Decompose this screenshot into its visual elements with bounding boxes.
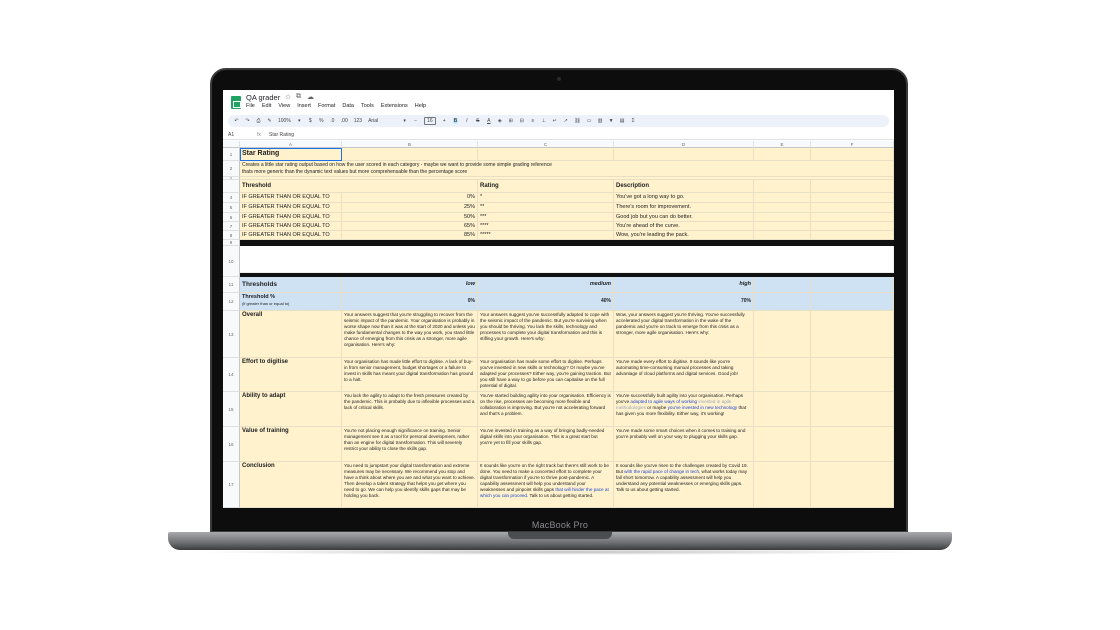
- star-row-desc[interactable]: There's room for improvement.: [614, 203, 754, 213]
- laptop-shadow: [190, 549, 930, 555]
- text-color-button[interactable]: A: [487, 118, 491, 124]
- sheets-logo-icon[interactable]: [231, 96, 241, 109]
- chart-icon[interactable]: ▥: [597, 118, 603, 124]
- training-high-text[interactable]: You've made some smart choices when it comes to training and you're probably well on your way to plugging your skills gap.: [614, 427, 754, 462]
- row-header-6[interactable]: 6: [223, 213, 240, 222]
- star-row-cond[interactable]: IF GREATER THAN OR EQUAL TO: [240, 222, 342, 231]
- star-row-cond[interactable]: IF GREATER THAN OR EQUAL TO: [240, 231, 342, 240]
- effort-medium-text[interactable]: Your organisation has made some effort to digitise. Perhaps you've invested in new skills or technology? Or maybe you've adapted your processes? Either way, you're gaining traction. But you still have a way to go before you can capitalise on the full potential of digital.: [478, 358, 614, 392]
- cloud-saved-icon[interactable]: ☁: [307, 94, 314, 101]
- threshold-pct-label-cell[interactable]: [240, 293, 342, 311]
- text-rotate-icon[interactable]: ↗: [563, 118, 568, 124]
- cell-b1[interactable]: [342, 148, 478, 161]
- row-header-3[interactable]: 3: [223, 177, 240, 180]
- redo-icon[interactable]: ↷: [245, 118, 250, 124]
- undo-icon[interactable]: ↶: [234, 118, 239, 124]
- row-header-17[interactable]: 17: [223, 462, 240, 508]
- cell-e16[interactable]: [754, 427, 811, 462]
- star-row-desc[interactable]: You've got a long way to go.: [614, 193, 754, 203]
- cell-f7[interactable]: [811, 222, 894, 231]
- vertical-align-icon[interactable]: ⊥: [541, 118, 546, 124]
- threshold-pct-medium[interactable]: 40%: [478, 293, 614, 311]
- adapt-low-text[interactable]: You lack the agility to adapt to the fresh pressures created by the pandemic. This is probably due to inflexible processes and a lack of critical skills.: [342, 392, 478, 427]
- percent-button[interactable]: %: [319, 118, 324, 124]
- column-header-e[interactable]: E: [754, 141, 811, 148]
- camera-icon: [557, 77, 561, 81]
- star-row-cond[interactable]: IF GREATER THAN OR EQUAL TO: [240, 203, 342, 213]
- header-threshold[interactable]: Threshold: [240, 180, 478, 193]
- move-to-folder-icon[interactable]: ⧉: [296, 93, 301, 100]
- star-row-stars[interactable]: ****: [478, 222, 614, 231]
- text-wrap-icon[interactable]: ↵: [552, 118, 557, 124]
- effort-low-text[interactable]: Your organisation has made little effort to digitise. A lack of buy-in from senior management, budget shortages or a failure to invest in skills has meant your digital transformation has ground to a halt.: [342, 358, 478, 392]
- adapt-high-highlight-2: you've invested in new technology: [667, 404, 738, 410]
- fx-icon: fx: [257, 132, 261, 138]
- row-header-5[interactable]: 5: [223, 203, 240, 213]
- threshold-high[interactable]: high: [614, 277, 754, 293]
- menu-edit[interactable]: Edit: [261, 103, 272, 109]
- chevron-down-icon[interactable]: ▾: [298, 118, 301, 124]
- filter-icon[interactable]: ▼: [608, 118, 614, 124]
- row-header-2[interactable]: 2: [223, 161, 240, 177]
- header-rating[interactable]: Rating: [478, 180, 614, 193]
- star-row-stars[interactable]: ***: [478, 213, 614, 222]
- adapt-high-part-a: You've successfully built agility into your organisation. Perhaps you've: [616, 393, 744, 404]
- adapt-high-part-g: that has given you more flexibility. Either way, it's working!: [616, 404, 747, 416]
- thresholds-label[interactable]: Thresholds: [240, 277, 342, 293]
- cell-e15[interactable]: [754, 392, 811, 427]
- menu-data[interactable]: Data: [342, 103, 354, 109]
- threshold-pct-low[interactable]: 0%: [342, 293, 478, 311]
- threshold-pct-sublabel: (if greater than or equal to): [242, 301, 290, 307]
- row-header-10[interactable]: 10: [223, 246, 240, 277]
- cell-f5[interactable]: [811, 203, 894, 213]
- font-size-input[interactable]: 16: [424, 117, 436, 125]
- category-adapt[interactable]: Ability to adapt: [240, 392, 342, 427]
- row-header-14[interactable]: 14: [223, 358, 240, 392]
- bold-button[interactable]: B: [453, 118, 458, 124]
- row-header-7[interactable]: 7: [223, 222, 240, 231]
- cell-e7[interactable]: [754, 222, 811, 231]
- align-left-icon[interactable]: ≡: [531, 118, 535, 124]
- overall-high-text[interactable]: Wow, your answers suggest you're thriving. You've successfully accelerated your digital transformation in the wake of the pandemic and you're on track to emerge from this crisis as a stronger, more agile organisation. Here's why:: [614, 311, 754, 358]
- menu-help[interactable]: Help: [414, 103, 427, 109]
- link-icon[interactable]: ⛓: [574, 118, 581, 124]
- conclusion-medium-text[interactable]: [478, 462, 614, 508]
- effort-high-text[interactable]: You've made every effort to digitise. It sounds like you're automating time-consuming manual processes and taking advantage of cloud platforms and digital services. Good job!: [614, 358, 754, 392]
- conclusion-medium-part-a: It sounds like you're on the right track but there's still work to be done. You need to make a concerted effort to complete your digital transformation if you're to thrive post-pandemic. A capability assessment will help you understand your weaknesses and pinpoint skills gaps: [480, 463, 609, 492]
- comment-icon[interactable]: ▭: [586, 118, 592, 124]
- conclusion-high-part-c: , what works today may fall short tomorrow. A capability assessment will help you understand any potential weaknesses or emerging skills gaps. Talk to us about getting started.: [616, 468, 747, 492]
- intro-line-1: Creates a little star rating output based on how the user scored in each category - maybe we want to provide some simple grading reference: [242, 162, 552, 168]
- cell-e17[interactable]: [754, 462, 811, 508]
- cell-e5[interactable]: [754, 203, 811, 213]
- functions-icon[interactable]: Σ: [631, 118, 635, 124]
- star-row-cond[interactable]: IF GREATER THAN OR EQUAL TO: [240, 213, 342, 222]
- adapt-high-faded: invested in agile methodologies: [616, 398, 732, 410]
- cell-e11[interactable]: [754, 277, 811, 293]
- cell-f14[interactable]: [811, 358, 894, 392]
- row-header-9[interactable]: 9: [223, 240, 240, 246]
- cell-f6[interactable]: [811, 213, 894, 222]
- star-row-pct[interactable]: 85%: [342, 231, 478, 240]
- cell-f4[interactable]: [811, 193, 894, 203]
- title-bar: [223, 90, 894, 114]
- adapt-medium-text[interactable]: You've started building agility into your organisation. Efficiency is on the rise, processes are becoming more flexible and collaboration is improving. But you're not accelerating forward and that's a problem.: [478, 392, 614, 427]
- number-format-button[interactable]: 123: [353, 118, 363, 124]
- merge-cells-icon[interactable]: ⊟: [519, 118, 524, 124]
- cell-f11[interactable]: [811, 277, 894, 293]
- cell-a1-title[interactable]: Star Rating: [240, 148, 342, 161]
- cell-f3[interactable]: [811, 180, 894, 193]
- conclusion-high-text[interactable]: [614, 462, 754, 508]
- row-10-blank[interactable]: [240, 246, 894, 273]
- conclusion-high-part-a: It sounds like you've risen to the challenges created by Covid 19. But: [616, 463, 748, 474]
- threshold-pct-high[interactable]: 70%: [614, 293, 754, 311]
- cell-e14[interactable]: [754, 358, 811, 392]
- star-row-pct[interactable]: 25%: [342, 203, 478, 213]
- cell-c1[interactable]: [478, 148, 614, 161]
- menu-tools[interactable]: Tools: [361, 103, 374, 109]
- fill-color-icon[interactable]: ◈: [497, 118, 502, 124]
- paint-format-icon[interactable]: ✎: [267, 118, 272, 124]
- menu-format[interactable]: Format: [317, 103, 336, 109]
- threshold-low[interactable]: low: [342, 277, 478, 293]
- training-low-text[interactable]: You're not placing enough significance on training. Senior management see it as a tool for personal development, rather than an engine for digital transformation. This will severely restrict your ability to close the skills gap.: [342, 427, 478, 462]
- column-header-d[interactable]: D: [614, 141, 754, 148]
- row-header-3b[interactable]: [223, 180, 240, 193]
- menu-insert[interactable]: Insert: [297, 103, 311, 109]
- font-size-plus-icon[interactable]: +: [442, 118, 446, 124]
- cell-e3[interactable]: [754, 180, 811, 193]
- adapt-high-part-e: or maybe: [645, 404, 668, 410]
- decrease-decimal-button[interactable]: .0: [330, 118, 335, 124]
- print-icon[interactable]: ⎙: [256, 118, 261, 124]
- increase-decimal-button[interactable]: .00: [340, 118, 348, 124]
- star-icon[interactable]: ☆: [285, 94, 292, 101]
- formula-bar: [223, 130, 894, 140]
- training-medium-text[interactable]: You've invested in training as a way of bringing badly-needed digital skills into your organisation. This is a great start but you're yet to fill your skills gap.: [478, 427, 614, 462]
- cell-e12[interactable]: [754, 293, 811, 311]
- category-overall[interactable]: Overall: [240, 311, 342, 358]
- cell-f16[interactable]: [811, 427, 894, 462]
- column-header-b[interactable]: B: [342, 141, 478, 148]
- threshold-pct-label: Threshold %: [242, 294, 276, 300]
- star-row-pct[interactable]: 0%: [342, 193, 478, 203]
- star-row-pct[interactable]: 65%: [342, 222, 478, 231]
- row-header-13[interactable]: 13: [223, 311, 240, 358]
- cell-d1[interactable]: [614, 148, 754, 161]
- cell-e1[interactable]: [754, 148, 811, 161]
- category-conclusion[interactable]: Conclusion: [240, 462, 342, 508]
- menu-extensions[interactable]: Extensions: [380, 103, 408, 109]
- cell-e4[interactable]: [754, 193, 811, 203]
- font-size-minus-icon[interactable]: −: [414, 118, 418, 124]
- row-header-15[interactable]: 15: [223, 392, 240, 427]
- star-row-cond[interactable]: IF GREATER THAN OR EQUAL TO: [240, 193, 342, 203]
- header-description[interactable]: Description: [614, 180, 754, 193]
- star-row-desc[interactable]: You're ahead of the curve.: [614, 222, 754, 231]
- row-header-11[interactable]: 11: [223, 277, 240, 293]
- cell-f15[interactable]: [811, 392, 894, 427]
- name-box[interactable]: A1: [228, 132, 235, 138]
- device-label: MacBook Pro: [531, 520, 589, 530]
- conclusion-low-text[interactable]: You need to jumpstart your digital transformation and extreme measures may be necessary. We recommend you stop and have a think about where you are and what you want to achieve. Then develop a talent strategy that helps you get where you need to go. We can help you identify skills gaps that may be holding you back.: [342, 462, 478, 508]
- overall-low-text[interactable]: Your answers suggest that you're struggling to recover from the seismic impact of the pandemic. Your organisation is probably in worse shape now than it was at the start of 2020 and unless you make fundamental changes to the way you work, you stand little chance of emerging from this crisis as a stronger, more agile organisation. Here's why:: [342, 311, 478, 358]
- intro-line-2: thats more generic than the dynamic text values but more comprehensable than the percentage score: [242, 168, 468, 175]
- menu-file[interactable]: File: [246, 103, 255, 109]
- italic-button[interactable]: I: [466, 118, 468, 124]
- cell-f12[interactable]: [811, 293, 894, 311]
- threshold-medium[interactable]: medium: [478, 277, 614, 293]
- cell-f8[interactable]: [811, 231, 894, 240]
- document-title[interactable]: QA grader: [246, 93, 281, 102]
- row-header-16[interactable]: 16: [223, 427, 240, 462]
- formula-input[interactable]: Star Rating: [269, 132, 295, 138]
- conclusion-medium-highlight: that will hinder the pace at which you can proceed: [480, 486, 609, 498]
- star-row-pct[interactable]: 50%: [342, 213, 478, 222]
- row-header-8[interactable]: 8: [223, 231, 240, 240]
- cell-a2-intro[interactable]: [240, 161, 894, 177]
- category-training[interactable]: Value of training: [240, 427, 342, 462]
- cell-f17[interactable]: [811, 462, 894, 508]
- menu-view[interactable]: View: [278, 103, 291, 109]
- row-header-1[interactable]: 1: [223, 148, 240, 161]
- font-select[interactable]: Arial: [368, 118, 379, 124]
- select-all-corner[interactable]: [223, 141, 240, 148]
- conclusion-medium-part-c: . Talk to us about getting started.: [527, 492, 594, 498]
- laptop-notch: [508, 532, 612, 539]
- chevron-down-icon[interactable]: ▾: [403, 118, 406, 124]
- filter-views-icon[interactable]: ▤: [619, 118, 625, 124]
- menu-bar: [246, 103, 426, 109]
- cell-f1[interactable]: [811, 148, 894, 161]
- star-row-desc[interactable]: Wow, you're leading the pack.: [614, 231, 754, 240]
- cell-e6[interactable]: [754, 213, 811, 222]
- borders-icon[interactable]: ⊞: [508, 118, 513, 124]
- star-row-stars[interactable]: **: [478, 203, 614, 213]
- star-row-stars[interactable]: *: [478, 193, 614, 203]
- star-row-stars[interactable]: *****: [478, 231, 614, 240]
- currency-button[interactable]: $: [308, 118, 312, 124]
- overall-medium-text[interactable]: Your answers suggest you've successfully adapted to cope with the seismic impact of the pandemic. But you're surviving when you should be thriving. You lack the skills, technology and processes to complete your digital transformation and this is stifling your growth. Here's why:: [478, 311, 614, 358]
- row-header-4[interactable]: 4: [223, 193, 240, 203]
- strikethrough-button[interactable]: S: [476, 118, 480, 124]
- column-header-a[interactable]: A: [240, 141, 342, 148]
- adapt-high-highlight-1: adapted to agile ways of working: [630, 398, 698, 404]
- zoom-select[interactable]: 100%: [278, 118, 291, 124]
- star-row-desc[interactable]: Good job but you can do better.: [614, 213, 754, 222]
- toolbar: [228, 115, 889, 127]
- cell-f13[interactable]: [811, 311, 894, 358]
- laptop-screen: [223, 90, 894, 508]
- category-effort[interactable]: Effort to digitise: [240, 358, 342, 392]
- cell-e13[interactable]: [754, 311, 811, 358]
- column-header-c[interactable]: C: [478, 141, 614, 148]
- cell-e8[interactable]: [754, 231, 811, 240]
- row-header-12[interactable]: 12: [223, 293, 240, 311]
- adapt-high-text[interactable]: [614, 392, 754, 427]
- conclusion-high-highlight: with the rapid pace of change in tech: [624, 468, 699, 474]
- column-header-f[interactable]: F: [811, 141, 894, 148]
